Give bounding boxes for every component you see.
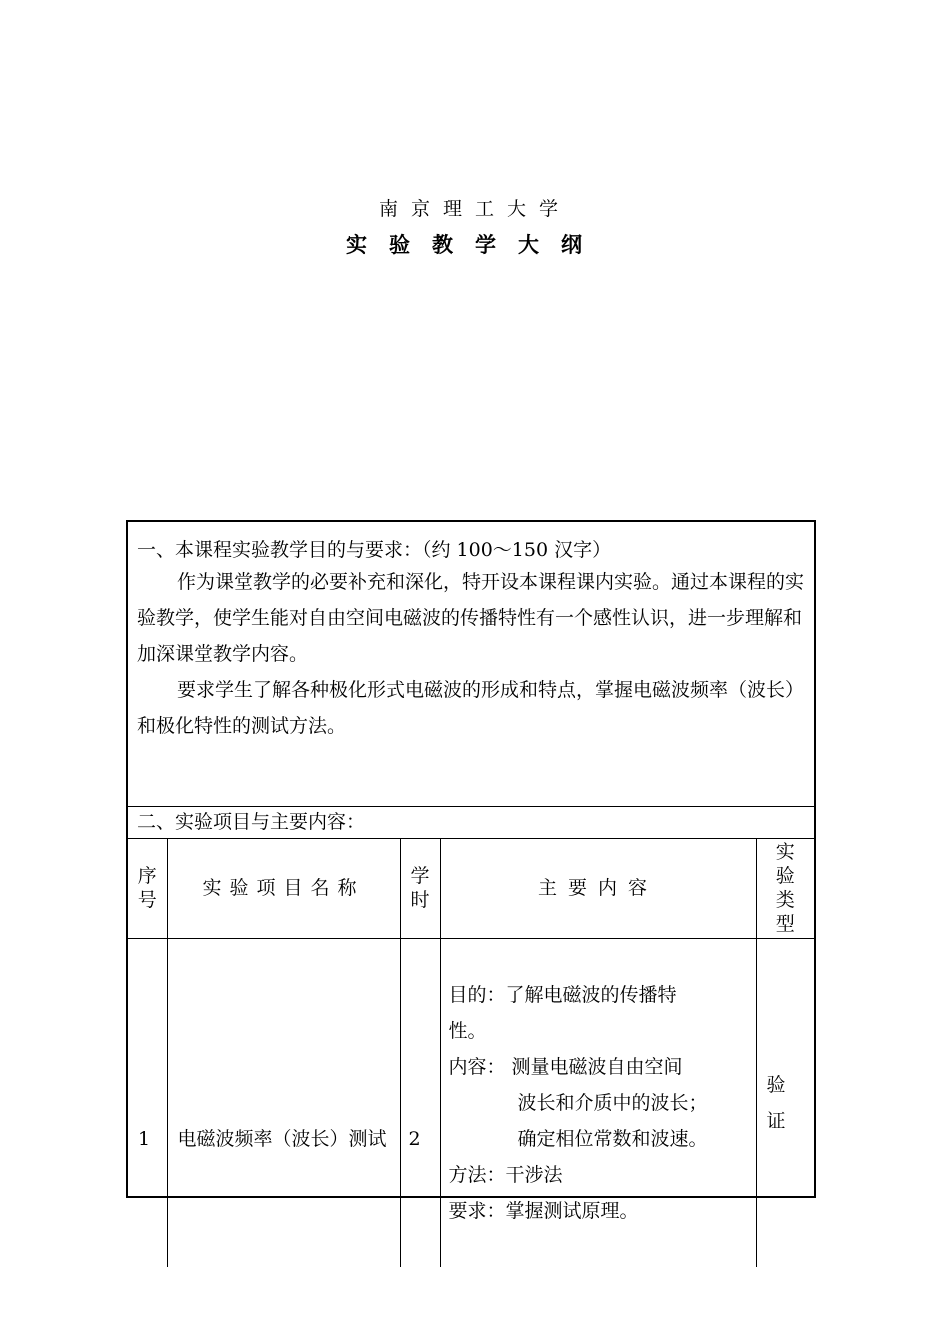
header-index: 序号 bbox=[128, 838, 167, 939]
projects-table bbox=[128, 838, 814, 1267]
content-line: 确定相位常数和波速。 bbox=[517, 1128, 708, 1150]
row-hours: 2 bbox=[400, 939, 440, 1268]
projects-table-header bbox=[128, 838, 814, 939]
section-objectives-heading: 一、本课程实验教学目的与要求：（约 100～150 汉字） bbox=[137, 539, 612, 561]
table-row bbox=[128, 939, 814, 1268]
content-line: 性。 bbox=[448, 1020, 487, 1042]
row-content bbox=[440, 939, 756, 1268]
syllabus-table bbox=[126, 520, 816, 1222]
section-objectives bbox=[128, 522, 814, 807]
header-content: 主要内容 bbox=[440, 838, 756, 939]
content-line: 目的：了解电磁波的传播特 bbox=[448, 984, 677, 1006]
row-name: 电磁波频率（波长）测试 bbox=[167, 939, 400, 1268]
objectives-paragraph-1: 作为课堂教学的必要补充和深化，特开设本课程课内实验。通过本课程的实验教学，使学生能对自由空间电磁波的传播特性有一个感性认识，进一步理解和加深课堂教学内容。 bbox=[137, 571, 805, 665]
document-title: 实验教学大纲 bbox=[346, 232, 604, 257]
university-name: 南京理工大学 bbox=[378, 198, 571, 220]
header-hours: 学时 bbox=[400, 838, 440, 939]
content-line: 内容： 测量电磁波自由空间 bbox=[448, 1056, 683, 1078]
content-line: 要求：掌握测试原理。 bbox=[448, 1200, 639, 1222]
row-type: 验证 bbox=[756, 939, 814, 1268]
header-name: 实验项目名称 bbox=[167, 838, 400, 939]
content-line: 波长和介质中的波长； bbox=[517, 1092, 708, 1114]
content-line: 方法：干涉法 bbox=[448, 1164, 563, 1186]
header-type: 实验类型 bbox=[756, 838, 814, 939]
section-projects-heading: 二、实验项目与主要内容： bbox=[128, 807, 814, 839]
row-index: 1 bbox=[128, 939, 167, 1268]
objectives-paragraph-2: 要求学生了解各种极化形式电磁波的形成和特点，掌握电磁波频率（波长）和极化特性的测试方法。 bbox=[137, 679, 805, 737]
